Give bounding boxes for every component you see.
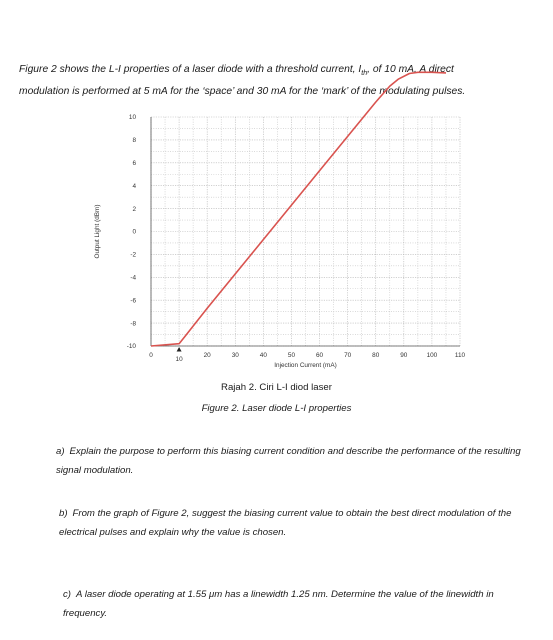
caption-malay: Rajah 2. Ciri L-I diod laser: [221, 382, 332, 393]
y-tick-label: 6: [132, 160, 136, 167]
y-tick-label: -8: [130, 320, 136, 328]
li-chart: [70, 102, 490, 367]
y-tick-label: -6: [130, 297, 136, 305]
y-tick-label: -2: [130, 251, 136, 259]
question-a: [56, 442, 526, 480]
x-tick-label: 80: [372, 352, 380, 359]
li-curve: [151, 72, 446, 346]
y-tick-label: 0: [132, 228, 136, 236]
question-a-text: Explain the purpose to perform this biasing current condition and describe the performance of the resulting signal modulation.: [56, 446, 521, 476]
intro-line-2: modulation is performed at 5 mA for the ‘space’ and 30 mA for the ‘mark’ of the modulating pulses.: [19, 86, 466, 98]
y-tick-label: -4: [130, 274, 136, 282]
question-a-number: a): [56, 446, 65, 457]
intro-line-1-end: , of 10 mA. A direct: [367, 64, 454, 75]
y-tick-label: 4: [132, 182, 136, 190]
question-c-number: c): [63, 589, 71, 600]
question-b-number: b): [59, 508, 68, 519]
y-tick-label: 2: [132, 205, 136, 213]
x-tick-label: 0: [149, 352, 153, 359]
chart-grid: [151, 117, 460, 346]
question-b: [59, 504, 529, 542]
intro-line-1: [19, 61, 534, 83]
x-tick-label: 30: [231, 352, 239, 359]
threshold-label: 10: [175, 356, 183, 363]
x-tick-label: 60: [315, 352, 324, 359]
intro-paragraph: [19, 61, 534, 101]
x-tick-label: 40: [259, 352, 267, 359]
x-axis-title: Injection Current (mA): [274, 362, 337, 369]
question-c: [63, 585, 528, 623]
intro-line-1-text: Figure 2 shows the L-I properties of a laser diode with a threshold current, I: [19, 64, 362, 75]
question-b-text: From the graph of Figure 2, suggest the biasing current value to obtain the best direct modulation of the electrical pulses and explain why the value is chosen.: [59, 508, 512, 538]
x-tick-label: 50: [287, 352, 296, 359]
y-tick-label: 10: [128, 114, 136, 122]
y-tick-label: 8: [132, 137, 136, 145]
threshold-subscript: th: [361, 70, 368, 78]
x-tick-label: 110: [454, 352, 466, 359]
x-tick-label: 70: [344, 352, 352, 359]
caption-english: Figure 2. Laser diode L-I properties: [201, 403, 352, 414]
x-tick-label: 100: [426, 352, 438, 359]
x-tick-label: 90: [400, 352, 408, 359]
threshold-arrow: [177, 347, 182, 352]
li-chart-svg: [70, 102, 490, 367]
y-axis-title: Output Light (dBm): [94, 204, 101, 259]
threshold-marker: [176, 347, 184, 363]
chart-series: [151, 72, 446, 346]
x-tick-label: 20: [203, 352, 211, 359]
y-tick-label: -10: [126, 343, 136, 351]
question-c-text: A laser diode operating at 1.55 μm has a linewidth 1.25 nm. Determine the value of the linewidth in frequency.: [63, 589, 494, 619]
chart-tick-labels: [127, 114, 466, 359]
